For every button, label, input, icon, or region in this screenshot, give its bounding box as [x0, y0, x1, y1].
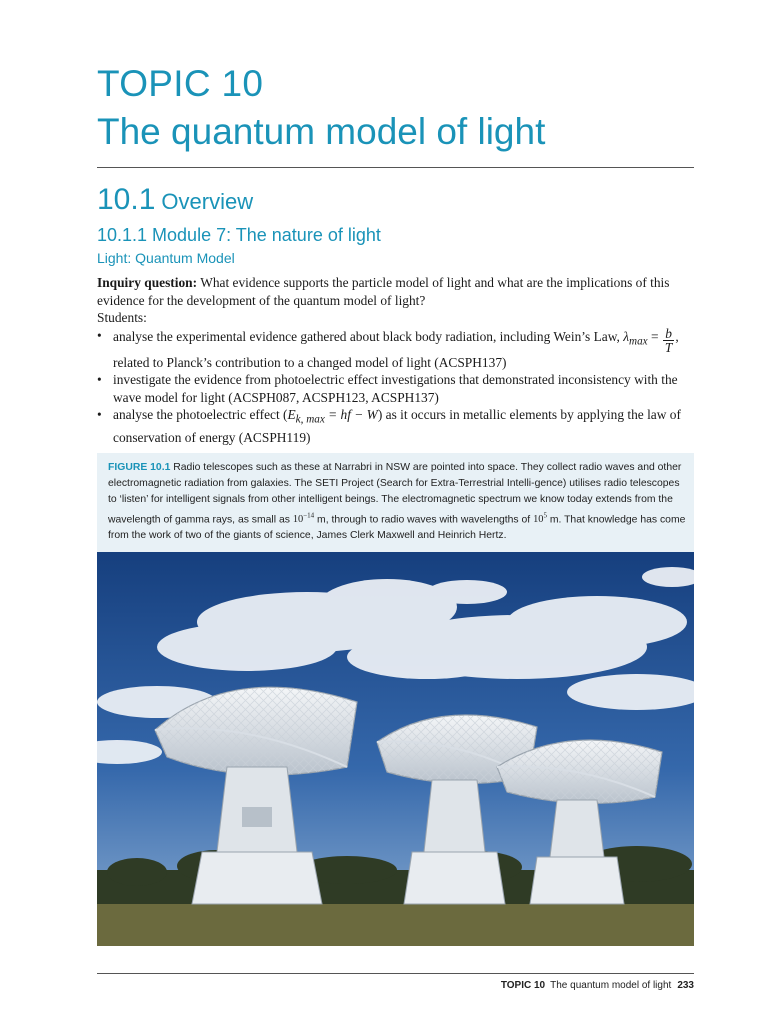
figure-label: FIGURE 10.1: [108, 462, 171, 473]
formula-equals: =: [647, 328, 662, 344]
formula-rhs: = hf − W: [324, 407, 378, 422]
formula-symbol: E: [287, 407, 296, 422]
formula-subscript: k, max: [295, 413, 325, 426]
bullet-icon: •: [97, 327, 102, 343]
exp-base: 10: [292, 514, 304, 526]
outcome-text: analyse the photoelectric effect (: [113, 407, 288, 422]
outcome-item: [97, 371, 694, 406]
formula-lambda: [623, 328, 648, 348]
page-footer: [501, 980, 694, 991]
outcome-item: [97, 406, 694, 447]
figure-caption-box: [97, 453, 694, 552]
section-heading: [97, 183, 253, 217]
caption-text: Radio telescopes such as these at Narrabri in NSW are pointed into space. They collect radio waves and other electromagnetic radiation from galaxies. The SETI Project (Search for Extra-Terrestrial Intelli-gence) utilises radio telescopes to ‘listen’ for intelligent signals from other intelligent beings. The electromagnetic spectrum we know today extends from the wavelength of gamma rays, as small as: [108, 462, 682, 526]
exp-power: −14: [303, 512, 315, 520]
formula-fraction: [663, 327, 674, 354]
exp-power: 5: [543, 512, 547, 520]
small-wavelength: [293, 514, 314, 525]
footer-divider: [97, 973, 694, 974]
outcome-text: investigate the evidence from photoelectric effect investigations that demonstrated inconsistency with the wave model for light (ACSPH087, ACSPH123, ACSPH137): [113, 372, 678, 405]
caption-text: m, through to radio waves with wavelengths of: [314, 514, 534, 526]
outcome-text: analyse the experimental evidence gathered about black body radiation, including Wein’s Law,: [113, 328, 624, 344]
radio-telescopes-photo: [97, 552, 694, 946]
caption-text: m. That knowledge has come from the work of two of the giants of science, James Clerk Maxwell and Heinrich Hertz.: [108, 514, 686, 542]
formula-energy: [287, 407, 378, 426]
fraction-numerator: b: [663, 327, 674, 341]
topic-label: TOPIC 10: [97, 63, 264, 104]
header-divider: [97, 167, 694, 168]
exp-base: 10: [533, 514, 544, 526]
outcome-item: [97, 327, 694, 372]
body-text: [97, 274, 694, 447]
page-number: 233: [677, 980, 694, 991]
outcome-list: [97, 327, 694, 447]
inquiry-text: What evidence supports the particle model of light and what are the implications of this evidence for the development of the quantum model of light?: [97, 275, 670, 308]
outcome-text: ,: [675, 328, 679, 344]
bullet-icon: •: [97, 372, 102, 387]
bullet-icon: •: [97, 407, 102, 422]
inquiry-paragraph: [97, 274, 694, 309]
ground: [97, 904, 694, 946]
outcome-text: ) as it occurs in metallic elements by applying the law of conservation of energy (ACSPH119): [113, 407, 681, 446]
section-name: Overview: [161, 189, 254, 214]
fraction-denominator: T: [664, 339, 673, 355]
formula-symbol: λ: [623, 328, 630, 344]
inquiry-label: Inquiry question:: [97, 275, 198, 290]
footer-title: The quantum model of light: [550, 980, 672, 991]
section-number: 10.1: [97, 183, 156, 216]
strand-heading: Light: Quantum Model: [97, 250, 235, 266]
figure-caption: [108, 460, 686, 544]
subsection-heading: 10.1.1 Module 7: The nature of light: [97, 225, 381, 245]
large-wavelength: [533, 514, 547, 525]
students-label: Students:: [97, 310, 147, 325]
footer-topic: TOPIC 10: [500, 980, 546, 991]
outcome-text: related to Planck’s contribution to a changed model of light (ACSPH137): [113, 354, 507, 370]
formula-subscript: max: [629, 335, 648, 348]
topic-title: The quantum model of light: [97, 111, 546, 152]
